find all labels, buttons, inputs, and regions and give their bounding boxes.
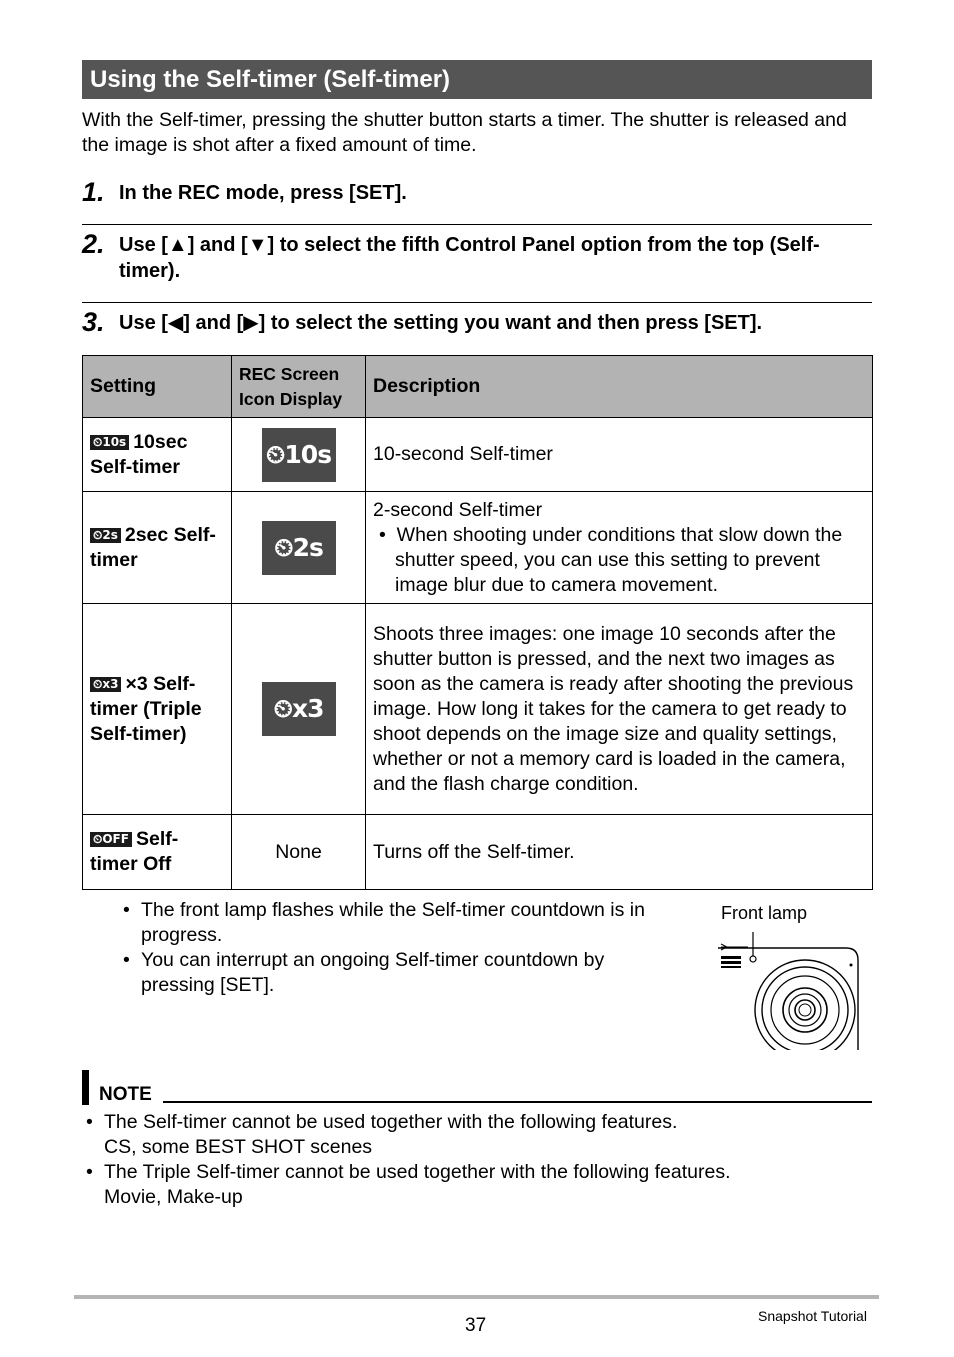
no-icon-text: None (275, 840, 322, 863)
intro-paragraph: With the Self-timer, pressing the shutter button starts a timer. The shutter is released and the image is shot after a fixed amount of time. (82, 109, 847, 156)
column-header-setting: Setting (83, 356, 232, 418)
divider (82, 302, 872, 303)
step-2 (82, 230, 872, 286)
setting-cell (83, 418, 232, 492)
description-text: 10-second Self-timer (373, 443, 553, 465)
description-cell (366, 815, 873, 890)
rec-self-timer-triple-icon: ⏲x3 (262, 682, 336, 736)
table-header-row (83, 356, 873, 418)
self-timer-triple-icon: ⏲x3 (90, 677, 121, 692)
column-header-icon: REC Screen Icon Display (232, 356, 366, 418)
step-text: In the REC mode, press [SET]. (119, 182, 407, 204)
setting-cell (83, 604, 232, 815)
description-cell (366, 492, 873, 604)
list-item: • The Self-timer cannot be used together with the following features. CS, some BEST SHOT scenes (86, 1110, 872, 1160)
setting-cell (83, 815, 232, 890)
description-text: Shoots three images: one image 10 seconds after the shutter button is pressed, and the next two images as soon as the camera is ready after shooting the previous image. How long it takes for the camera to get ready to shoot depends on the image size and quality settings, whether or not a memory card is loaded in the camera, and the flash charge condition. (373, 622, 854, 795)
column-header-description: Description (366, 356, 873, 418)
list-item: • You can interrupt an ongoing Self-timer countdown by pressing [SET]. (120, 948, 670, 998)
list-item: • The Triple Self-timer cannot be used together with the following features. Movie, Make-up (86, 1160, 872, 1210)
step-number: 3. (82, 307, 105, 337)
note-marker (82, 1070, 89, 1105)
table-row (83, 604, 873, 815)
divider (82, 224, 872, 225)
step-1 (82, 178, 872, 208)
tips-list (120, 898, 670, 998)
rec-self-timer-2s-icon: ⏲2s (262, 521, 336, 575)
table-row (83, 815, 873, 890)
page-number: 37 (465, 1315, 487, 1336)
step-text: Use [◀] and [▶] to select the setting you want and then press [SET]. (119, 312, 763, 334)
self-timer-2s-icon: ⏲2s (90, 528, 121, 543)
rec-icon-cell (232, 604, 366, 815)
description-text: Turns off the Self-timer. (373, 840, 575, 863)
step-text: Use [▲] and [▼] to select the fifth Control Panel option from the top (Self-timer). (119, 234, 820, 282)
footer-section-title: Snapshot Tutorial (758, 1308, 867, 1324)
description-bullet: • When shooting under conditions that slow down the shutter speed, you can use this setting to prevent image blur due to camera movement. (379, 523, 843, 596)
setting-label: 10sec Self-timer (90, 430, 188, 478)
rec-self-timer-10s-icon: ⏲10s (262, 428, 336, 482)
rec-icon-cell (232, 418, 366, 492)
note-rule (163, 1101, 872, 1103)
note-list (86, 1110, 872, 1210)
setting-label: 2sec Self-timer (90, 523, 216, 571)
setting-label: ×3 Self-timer (Triple Self-timer) (90, 672, 202, 745)
rec-icon-cell (232, 492, 366, 604)
self-timer-10s-icon: ⏲10s (90, 435, 129, 450)
footer-divider (74, 1295, 879, 1299)
description-text: 2-second Self-timer (373, 498, 543, 521)
table-row (83, 492, 873, 604)
rec-icon-cell (232, 815, 366, 890)
table-row (83, 418, 873, 492)
setting-cell (83, 492, 232, 604)
description-cell (366, 604, 873, 815)
setting-label: Self-timer Off (90, 828, 179, 875)
description-cell (366, 418, 873, 492)
figure-label: Front lamp (721, 903, 808, 923)
note-title: NOTE (99, 1084, 152, 1105)
self-timer-off-icon: ⏲OFF (90, 832, 132, 847)
step-number: 1. (82, 177, 105, 207)
section-title: Using the Self-timer (Self-timer) (82, 60, 872, 99)
camera-front-illustration-icon (718, 930, 863, 1052)
self-timer-settings-table (82, 355, 873, 890)
step-3 (82, 308, 872, 338)
list-item: • The front lamp flashes while the Self-timer countdown is in progress. (120, 898, 670, 948)
step-number: 2. (82, 229, 105, 259)
